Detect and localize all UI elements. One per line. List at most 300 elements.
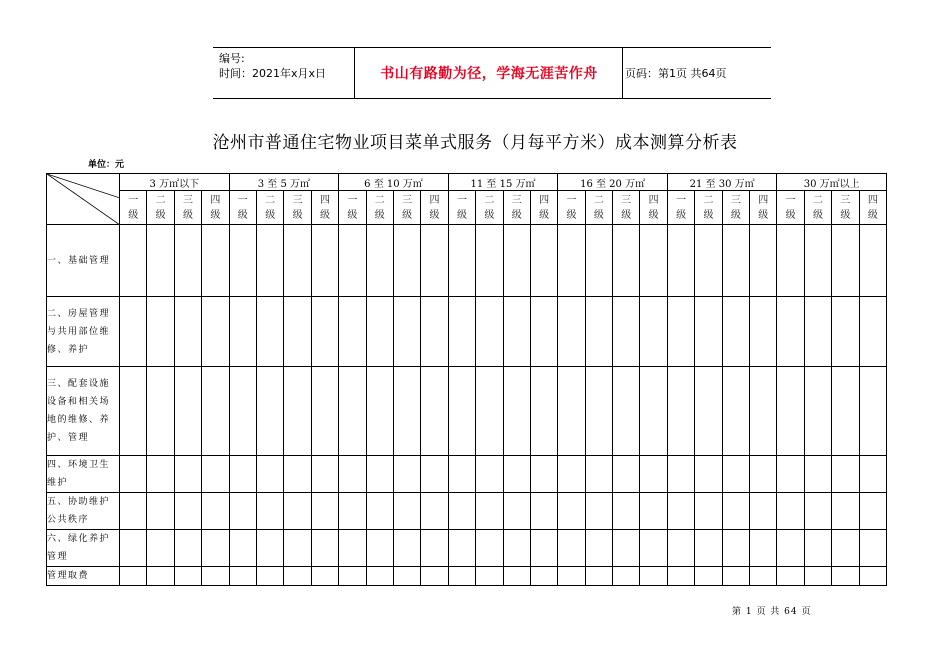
value-cell[interactable] xyxy=(229,456,256,493)
level-header xyxy=(530,191,557,225)
value-cell[interactable] xyxy=(640,225,667,297)
value-cell[interactable] xyxy=(257,567,284,586)
value-cell[interactable] xyxy=(476,367,503,456)
value-cell[interactable] xyxy=(503,530,530,567)
value-cell[interactable] xyxy=(202,530,229,567)
value-cell[interactable] xyxy=(366,367,393,456)
row-label: 六、绿化养护管理 xyxy=(47,530,120,567)
value-cell[interactable] xyxy=(476,297,503,367)
value-cell[interactable] xyxy=(503,567,530,586)
value-cell[interactable] xyxy=(750,567,777,586)
level-header xyxy=(804,191,831,225)
level-header-top: 四 xyxy=(539,194,550,206)
value-cell[interactable] xyxy=(722,367,749,456)
level-header xyxy=(503,191,530,225)
value-cell[interactable] xyxy=(476,530,503,567)
level-header xyxy=(558,191,585,225)
level-header-top: 二 xyxy=(593,194,604,206)
value-cell[interactable] xyxy=(804,297,831,367)
level-header-bottom: 级 xyxy=(374,209,385,221)
level-header-bottom: 级 xyxy=(347,209,358,221)
value-cell[interactable] xyxy=(174,456,201,493)
value-cell[interactable] xyxy=(722,567,749,586)
value-cell[interactable] xyxy=(503,367,530,456)
value-cell[interactable] xyxy=(476,567,503,586)
value-cell[interactable] xyxy=(421,297,448,367)
value-cell[interactable] xyxy=(585,493,612,530)
value-cell[interactable] xyxy=(257,367,284,456)
level-header-bottom: 级 xyxy=(210,209,221,221)
value-cell[interactable] xyxy=(558,530,585,567)
level-header xyxy=(832,191,859,225)
value-cell[interactable] xyxy=(421,367,448,456)
value-cell[interactable] xyxy=(695,225,722,297)
value-cell[interactable] xyxy=(503,297,530,367)
value-cell[interactable] xyxy=(284,225,311,297)
value-cell[interactable] xyxy=(147,367,174,456)
value-cell[interactable] xyxy=(667,493,694,530)
value-cell[interactable] xyxy=(311,567,338,586)
area-band-header: 3 至 5 万㎡ xyxy=(229,174,339,191)
value-cell[interactable] xyxy=(722,225,749,297)
value-cell[interactable] xyxy=(202,367,229,456)
level-header xyxy=(777,191,804,225)
value-cell[interactable] xyxy=(393,297,420,367)
value-cell[interactable] xyxy=(859,367,886,456)
value-cell[interactable] xyxy=(202,456,229,493)
table-row xyxy=(47,297,887,367)
level-header-bottom: 级 xyxy=(730,209,741,221)
value-cell[interactable] xyxy=(722,493,749,530)
value-cell[interactable] xyxy=(311,225,338,297)
value-cell[interactable] xyxy=(366,456,393,493)
doc-number-label: 编号: xyxy=(219,52,245,65)
value-cell[interactable] xyxy=(476,225,503,297)
value-cell[interactable] xyxy=(530,530,557,567)
level-header-bottom: 级 xyxy=(456,209,467,221)
value-cell[interactable] xyxy=(832,225,859,297)
value-cell[interactable] xyxy=(640,367,667,456)
level-header xyxy=(366,191,393,225)
level-header-bottom: 级 xyxy=(237,209,248,221)
value-cell[interactable] xyxy=(667,297,694,367)
value-cell[interactable] xyxy=(229,225,256,297)
value-cell[interactable] xyxy=(339,530,366,567)
value-cell[interactable] xyxy=(366,567,393,586)
level-header-bottom: 级 xyxy=(155,209,166,221)
level-header xyxy=(120,191,147,225)
value-cell[interactable] xyxy=(777,567,804,586)
value-cell[interactable] xyxy=(640,493,667,530)
level-header-top: 二 xyxy=(374,194,385,206)
value-cell[interactable] xyxy=(147,297,174,367)
value-cell[interactable] xyxy=(750,225,777,297)
value-cell[interactable] xyxy=(695,367,722,456)
value-cell[interactable] xyxy=(832,567,859,586)
value-cell[interactable] xyxy=(859,530,886,567)
value-cell[interactable] xyxy=(174,297,201,367)
value-cell[interactable] xyxy=(613,225,640,297)
value-cell[interactable] xyxy=(695,493,722,530)
value-cell[interactable] xyxy=(311,493,338,530)
value-cell[interactable] xyxy=(695,567,722,586)
value-cell[interactable] xyxy=(558,297,585,367)
value-cell[interactable] xyxy=(667,225,694,297)
value-cell[interactable] xyxy=(503,225,530,297)
level-header xyxy=(284,191,311,225)
value-cell[interactable] xyxy=(120,297,147,367)
value-cell[interactable] xyxy=(339,367,366,456)
value-cell[interactable] xyxy=(695,456,722,493)
value-cell[interactable] xyxy=(339,297,366,367)
level-header-bottom: 级 xyxy=(840,209,851,221)
value-cell[interactable] xyxy=(777,367,804,456)
value-cell[interactable] xyxy=(558,225,585,297)
value-cell[interactable] xyxy=(503,493,530,530)
level-header xyxy=(722,191,749,225)
level-header-bottom: 级 xyxy=(484,209,495,221)
value-cell[interactable] xyxy=(859,456,886,493)
level-header-top: 二 xyxy=(155,194,166,206)
level-header-top: 二 xyxy=(265,194,276,206)
value-cell[interactable] xyxy=(667,530,694,567)
value-cell[interactable] xyxy=(832,456,859,493)
level-header xyxy=(311,191,338,225)
area-band-header: 30 万㎡以上 xyxy=(777,174,887,191)
value-cell[interactable] xyxy=(257,493,284,530)
value-cell[interactable] xyxy=(284,530,311,567)
value-cell[interactable] xyxy=(421,456,448,493)
value-cell[interactable] xyxy=(722,456,749,493)
area-band-header: 3 万㎡以下 xyxy=(120,174,230,191)
value-cell[interactable] xyxy=(202,493,229,530)
level-header xyxy=(339,191,366,225)
value-cell[interactable] xyxy=(284,493,311,530)
level-header xyxy=(695,191,722,225)
level-header-top: 三 xyxy=(292,194,303,206)
level-header xyxy=(859,191,886,225)
value-cell[interactable] xyxy=(777,225,804,297)
value-cell[interactable] xyxy=(147,456,174,493)
level-header-top: 一 xyxy=(566,194,577,206)
value-cell[interactable] xyxy=(174,567,201,586)
level-header-top: 二 xyxy=(703,194,714,206)
table-row xyxy=(47,493,887,530)
value-cell[interactable] xyxy=(393,530,420,567)
value-cell[interactable] xyxy=(640,297,667,367)
level-header-bottom: 级 xyxy=(566,209,577,221)
unit-label: 单位：元 xyxy=(88,160,125,170)
value-cell[interactable] xyxy=(339,567,366,586)
value-cell[interactable] xyxy=(695,297,722,367)
value-cell[interactable] xyxy=(284,367,311,456)
page-number-label: 页码：第1页 共64页 xyxy=(625,67,727,80)
document-title: 沧州市普通住宅物业项目菜单式服务（月每平方米）成本测算分析表 xyxy=(212,133,738,153)
value-cell[interactable] xyxy=(530,297,557,367)
value-cell[interactable] xyxy=(750,493,777,530)
row-label: 五、协助维护公共秩序 xyxy=(47,493,120,530)
value-cell[interactable] xyxy=(393,367,420,456)
value-cell[interactable] xyxy=(613,367,640,456)
value-cell[interactable] xyxy=(476,456,503,493)
value-cell[interactable] xyxy=(229,530,256,567)
level-header-top: 一 xyxy=(237,194,248,206)
level-header xyxy=(667,191,694,225)
value-cell[interactable] xyxy=(777,456,804,493)
value-cell[interactable] xyxy=(366,225,393,297)
level-header-top: 四 xyxy=(867,194,878,206)
value-cell[interactable] xyxy=(667,567,694,586)
row-label: 四、环境卫生维护 xyxy=(47,456,120,493)
value-cell[interactable] xyxy=(585,367,612,456)
value-cell[interactable] xyxy=(448,225,475,297)
area-band-header: 16 至 20 万㎡ xyxy=(558,174,668,191)
table-row xyxy=(47,367,887,456)
value-cell[interactable] xyxy=(202,297,229,367)
level-header-bottom: 级 xyxy=(539,209,550,221)
value-cell[interactable] xyxy=(421,493,448,530)
value-cell[interactable] xyxy=(229,367,256,456)
value-cell[interactable] xyxy=(448,567,475,586)
level-header-top: 四 xyxy=(758,194,769,206)
value-cell[interactable] xyxy=(284,567,311,586)
value-cell[interactable] xyxy=(284,297,311,367)
value-cell[interactable] xyxy=(804,456,831,493)
level-header-bottom: 级 xyxy=(813,209,824,221)
value-cell[interactable] xyxy=(832,367,859,456)
row-label: 一、基础管理 xyxy=(47,225,120,297)
level-header-bottom: 级 xyxy=(265,209,276,221)
value-cell[interactable] xyxy=(640,456,667,493)
value-cell[interactable] xyxy=(613,567,640,586)
level-header xyxy=(147,191,174,225)
value-cell[interactable] xyxy=(613,530,640,567)
value-cell[interactable] xyxy=(120,567,147,586)
value-cell[interactable] xyxy=(503,456,530,493)
value-cell[interactable] xyxy=(558,567,585,586)
header-divider xyxy=(622,48,623,98)
value-cell[interactable] xyxy=(859,225,886,297)
value-cell[interactable] xyxy=(476,493,503,530)
value-cell[interactable] xyxy=(448,493,475,530)
level-header-top: 一 xyxy=(785,194,796,206)
value-cell[interactable] xyxy=(257,225,284,297)
level-header-top: 三 xyxy=(511,194,522,206)
value-cell[interactable] xyxy=(667,456,694,493)
value-cell[interactable] xyxy=(339,456,366,493)
value-cell[interactable] xyxy=(421,225,448,297)
value-cell[interactable] xyxy=(229,493,256,530)
value-cell[interactable] xyxy=(859,567,886,586)
level-row xyxy=(47,191,887,225)
level-header xyxy=(640,191,667,225)
table-row xyxy=(47,225,887,297)
value-cell[interactable] xyxy=(613,456,640,493)
value-cell[interactable] xyxy=(448,297,475,367)
level-header-top: 三 xyxy=(621,194,632,206)
value-cell[interactable] xyxy=(257,297,284,367)
value-cell[interactable] xyxy=(366,493,393,530)
value-cell[interactable] xyxy=(311,456,338,493)
level-header-bottom: 级 xyxy=(867,209,878,221)
level-header xyxy=(448,191,475,225)
level-header-top: 四 xyxy=(648,194,659,206)
level-header-bottom: 级 xyxy=(593,209,604,221)
level-header xyxy=(750,191,777,225)
level-header xyxy=(585,191,612,225)
value-cell[interactable] xyxy=(147,567,174,586)
value-cell[interactable] xyxy=(667,367,694,456)
value-cell[interactable] xyxy=(448,367,475,456)
value-cell[interactable] xyxy=(804,225,831,297)
value-cell[interactable] xyxy=(530,225,557,297)
value-cell[interactable] xyxy=(777,530,804,567)
level-header-bottom: 级 xyxy=(319,209,330,221)
value-cell[interactable] xyxy=(613,297,640,367)
value-cell[interactable] xyxy=(202,567,229,586)
value-cell[interactable] xyxy=(804,567,831,586)
value-cell[interactable] xyxy=(120,456,147,493)
level-header xyxy=(257,191,284,225)
level-header xyxy=(421,191,448,225)
value-cell[interactable] xyxy=(613,493,640,530)
value-cell[interactable] xyxy=(750,530,777,567)
level-header xyxy=(393,191,420,225)
value-cell[interactable] xyxy=(120,493,147,530)
level-header-bottom: 级 xyxy=(621,209,632,221)
value-cell[interactable] xyxy=(448,530,475,567)
area-band-header: 21 至 30 万㎡ xyxy=(667,174,777,191)
value-cell[interactable] xyxy=(722,297,749,367)
value-cell[interactable] xyxy=(174,530,201,567)
value-cell[interactable] xyxy=(174,225,201,297)
value-cell[interactable] xyxy=(311,367,338,456)
value-cell[interactable] xyxy=(284,456,311,493)
diagonal-lines xyxy=(47,174,120,225)
value-cell[interactable] xyxy=(585,530,612,567)
value-cell[interactable] xyxy=(421,567,448,586)
value-cell[interactable] xyxy=(311,297,338,367)
level-header-top: 三 xyxy=(730,194,741,206)
value-cell[interactable] xyxy=(257,456,284,493)
value-cell[interactable] xyxy=(339,493,366,530)
level-header-bottom: 级 xyxy=(676,209,687,221)
value-cell[interactable] xyxy=(585,567,612,586)
value-cell[interactable] xyxy=(229,297,256,367)
row-label: 三、配套设施设备和相关场地的维修、养护、管理 xyxy=(47,367,120,456)
value-cell[interactable] xyxy=(832,493,859,530)
table-row xyxy=(47,530,887,567)
value-cell[interactable] xyxy=(558,456,585,493)
value-cell[interactable] xyxy=(832,530,859,567)
row-label: 管理取费 xyxy=(47,567,120,586)
value-cell[interactable] xyxy=(147,225,174,297)
level-header-bottom: 级 xyxy=(703,209,714,221)
value-cell[interactable] xyxy=(859,297,886,367)
value-cell[interactable] xyxy=(120,367,147,456)
value-cell[interactable] xyxy=(448,456,475,493)
value-cell[interactable] xyxy=(585,297,612,367)
value-cell[interactable] xyxy=(257,530,284,567)
value-cell[interactable] xyxy=(147,530,174,567)
level-header xyxy=(202,191,229,225)
value-cell[interactable] xyxy=(393,225,420,297)
page-footer: 第 1 页 共 64 页 xyxy=(732,607,812,617)
value-cell[interactable] xyxy=(859,493,886,530)
level-header-bottom: 级 xyxy=(785,209,796,221)
value-cell[interactable] xyxy=(229,567,256,586)
level-header-top: 四 xyxy=(319,194,330,206)
table-row xyxy=(47,567,887,586)
value-cell[interactable] xyxy=(421,530,448,567)
value-cell[interactable] xyxy=(585,225,612,297)
value-cell[interactable] xyxy=(366,530,393,567)
value-cell[interactable] xyxy=(530,493,557,530)
level-header-top: 三 xyxy=(402,194,413,206)
value-cell[interactable] xyxy=(120,530,147,567)
time-label: 时间：2021年x月x日 xyxy=(219,67,327,80)
value-cell[interactable] xyxy=(558,367,585,456)
value-cell[interactable] xyxy=(366,297,393,367)
level-header-top: 二 xyxy=(484,194,495,206)
value-cell[interactable] xyxy=(120,225,147,297)
level-header xyxy=(613,191,640,225)
level-header-bottom: 级 xyxy=(648,209,659,221)
level-header-top: 三 xyxy=(182,194,193,206)
value-cell[interactable] xyxy=(750,456,777,493)
value-cell[interactable] xyxy=(530,456,557,493)
value-cell[interactable] xyxy=(558,493,585,530)
value-cell[interactable] xyxy=(393,493,420,530)
value-cell[interactable] xyxy=(202,225,229,297)
value-cell[interactable] xyxy=(640,567,667,586)
level-header-bottom: 级 xyxy=(402,209,413,221)
level-header-bottom: 级 xyxy=(429,209,440,221)
value-cell[interactable] xyxy=(722,530,749,567)
value-cell[interactable] xyxy=(804,367,831,456)
value-cell[interactable] xyxy=(311,530,338,567)
value-cell[interactable] xyxy=(804,530,831,567)
cost-table xyxy=(46,173,887,586)
value-cell[interactable] xyxy=(530,567,557,586)
value-cell[interactable] xyxy=(174,367,201,456)
value-cell[interactable] xyxy=(585,456,612,493)
level-header-bottom: 级 xyxy=(292,209,303,221)
value-cell[interactable] xyxy=(750,297,777,367)
value-cell[interactable] xyxy=(393,456,420,493)
level-header-bottom: 级 xyxy=(128,209,139,221)
value-cell[interactable] xyxy=(147,493,174,530)
value-cell[interactable] xyxy=(339,225,366,297)
document-header xyxy=(213,47,771,99)
value-cell[interactable] xyxy=(393,567,420,586)
value-cell[interactable] xyxy=(530,367,557,456)
level-header-top: 三 xyxy=(840,194,851,206)
value-cell[interactable] xyxy=(174,493,201,530)
level-header xyxy=(476,191,503,225)
value-cell[interactable] xyxy=(832,297,859,367)
value-cell[interactable] xyxy=(750,367,777,456)
level-header-top: 一 xyxy=(128,194,139,206)
value-cell[interactable] xyxy=(777,493,804,530)
value-cell[interactable] xyxy=(804,493,831,530)
header-meta xyxy=(219,51,326,81)
level-header-top: 一 xyxy=(456,194,467,206)
value-cell[interactable] xyxy=(640,530,667,567)
value-cell[interactable] xyxy=(777,297,804,367)
row-label: 二、房屋管理与共用部位维修、养护 xyxy=(47,297,120,367)
value-cell[interactable] xyxy=(695,530,722,567)
